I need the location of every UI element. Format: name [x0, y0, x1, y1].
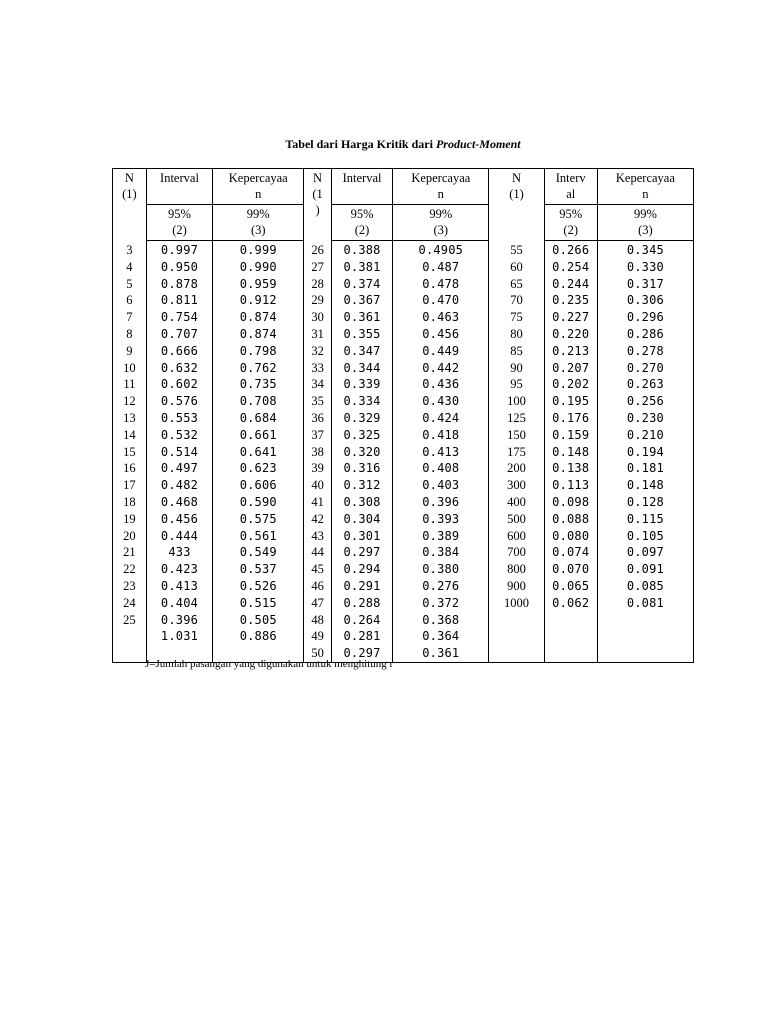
cell-interval-95-1: 0.444: [146, 528, 212, 545]
cell-n-1: 12: [113, 393, 147, 410]
cell-n-3: 65: [489, 276, 544, 293]
cell-kepercayaan-99-3: 0.306: [597, 292, 693, 309]
cell-n-1: 3: [113, 241, 147, 259]
header-interval-3: Interv al: [544, 169, 597, 205]
cell-n-2: 42: [304, 511, 332, 528]
cell-interval-95-3: [544, 628, 597, 645]
cell-n-3: 700: [489, 544, 544, 561]
table-title: [0, 137, 768, 152]
cell-interval-95-3: 0.235: [544, 292, 597, 309]
table-row: [113, 477, 694, 494]
cell-interval-95-2: 0.388: [331, 241, 392, 259]
cell-interval-95-3: 0.098: [544, 494, 597, 511]
table-row: [113, 360, 694, 377]
cell-n-2: 45: [304, 561, 332, 578]
cell-kepercayaan-99-3: 0.330: [597, 259, 693, 276]
table-body: [113, 241, 694, 663]
header-kepercayaan-1: Kepercayaa n: [213, 169, 304, 205]
cell-kepercayaan-99-2: 0.389: [393, 528, 489, 545]
cell-n-3: 150: [489, 427, 544, 444]
cell-n-2: 49: [304, 628, 332, 645]
cell-kepercayaan-99-2: 0.418: [393, 427, 489, 444]
cell-kepercayaan-99-3: 0.148: [597, 477, 693, 494]
cell-n-1: 20: [113, 528, 147, 545]
cell-interval-95-3: 0.176: [544, 410, 597, 427]
cell-n-2: 43: [304, 528, 332, 545]
table-row: [113, 460, 694, 477]
cell-kepercayaan-99-3: 0.256: [597, 393, 693, 410]
table-row: [113, 544, 694, 561]
cell-interval-95-3: 0.254: [544, 259, 597, 276]
cell-kepercayaan-99-1: 0.798: [213, 343, 304, 360]
cell-interval-95-3: 0.113: [544, 477, 597, 494]
header-95-2: 95% (2): [331, 205, 392, 241]
cell-kepercayaan-99-1: 0.549: [213, 544, 304, 561]
cell-kepercayaan-99-2: 0.372: [393, 595, 489, 612]
cell-interval-95-2: 0.288: [331, 595, 392, 612]
cell-kepercayaan-99-2: 0.396: [393, 494, 489, 511]
cell-n-3: 125: [489, 410, 544, 427]
cell-kepercayaan-99-3: 0.194: [597, 444, 693, 461]
cell-n-2: 36: [304, 410, 332, 427]
cell-interval-95-1: 0.396: [146, 612, 212, 629]
cell-interval-95-3: 0.062: [544, 595, 597, 612]
cell-n-1: 23: [113, 578, 147, 595]
table-row: [113, 528, 694, 545]
cell-interval-95-2: 0.281: [331, 628, 392, 645]
cell-interval-95-3: 0.220: [544, 326, 597, 343]
cell-n-2: 50: [304, 645, 332, 662]
cell-interval-95-1: 0.482: [146, 477, 212, 494]
cell-kepercayaan-99-2: 0.393: [393, 511, 489, 528]
cell-kepercayaan-99-3: 0.128: [597, 494, 693, 511]
cell-n-3: 900: [489, 578, 544, 595]
cell-interval-95-3: 0.080: [544, 528, 597, 545]
cell-n-2: 37: [304, 427, 332, 444]
cell-n-3: 80: [489, 326, 544, 343]
cell-kepercayaan-99-2: 0.276: [393, 578, 489, 595]
cell-kepercayaan-99-1: 0.623: [213, 460, 304, 477]
cell-kepercayaan-99-3: 0.230: [597, 410, 693, 427]
table-row: [113, 628, 694, 645]
cell-interval-95-1: 0.404: [146, 595, 212, 612]
cell-n-3: [489, 612, 544, 629]
cell-kepercayaan-99-2: 0.430: [393, 393, 489, 410]
cell-interval-95-1: 0.602: [146, 376, 212, 393]
header-n-1: N (1): [113, 169, 147, 241]
cell-n-1: 7: [113, 309, 147, 326]
cell-n-1: 8: [113, 326, 147, 343]
cell-interval-95-1: 0.707: [146, 326, 212, 343]
cell-kepercayaan-99-3: 0.270: [597, 360, 693, 377]
cell-interval-95-1: 433: [146, 544, 212, 561]
cell-kepercayaan-99-2: 0.380: [393, 561, 489, 578]
cell-n-1: [113, 628, 147, 645]
cell-interval-95-1: 0.532: [146, 427, 212, 444]
cell-n-1: [113, 645, 147, 662]
table-row: [113, 276, 694, 293]
cell-kepercayaan-99-2: 0.487: [393, 259, 489, 276]
table-row: [113, 612, 694, 629]
cell-kepercayaan-99-3: 0.105: [597, 528, 693, 545]
cell-n-3: 300: [489, 477, 544, 494]
cell-n-1: 4: [113, 259, 147, 276]
cell-n-1: 18: [113, 494, 147, 511]
cell-n-2: 33: [304, 360, 332, 377]
cell-interval-95-3: 0.159: [544, 427, 597, 444]
cell-n-3: 800: [489, 561, 544, 578]
table-row: [113, 410, 694, 427]
cell-kepercayaan-99-1: 0.561: [213, 528, 304, 545]
cell-interval-95-2: 0.264: [331, 612, 392, 629]
cell-kepercayaan-99-2: 0.424: [393, 410, 489, 427]
cell-interval-95-1: 0.423: [146, 561, 212, 578]
cell-interval-95-2: 0.344: [331, 360, 392, 377]
cell-interval-95-1: 1.031: [146, 628, 212, 645]
cell-kepercayaan-99-1: 0.537: [213, 561, 304, 578]
cell-kepercayaan-99-3: [597, 645, 693, 662]
table-row: [113, 427, 694, 444]
cell-interval-95-2: 0.355: [331, 326, 392, 343]
cell-n-3: 95: [489, 376, 544, 393]
cell-kepercayaan-99-2: 0.4905: [393, 241, 489, 259]
cell-kepercayaan-99-3: 0.263: [597, 376, 693, 393]
header-95-3: 95% (2): [544, 205, 597, 241]
cell-interval-95-1: 0.878: [146, 276, 212, 293]
cell-interval-95-1: 0.456: [146, 511, 212, 528]
cell-interval-95-3: 0.266: [544, 241, 597, 259]
cell-interval-95-1: 0.576: [146, 393, 212, 410]
header-kepercayaan-3: Kepercayaa n: [597, 169, 693, 205]
cell-interval-95-3: 0.070: [544, 561, 597, 578]
table-row: [113, 511, 694, 528]
header-interval-2: Interval: [331, 169, 392, 205]
cell-interval-95-3: 0.213: [544, 343, 597, 360]
cell-interval-95-2: 0.301: [331, 528, 392, 545]
cell-kepercayaan-99-2: 0.403: [393, 477, 489, 494]
cell-interval-95-2: 0.297: [331, 544, 392, 561]
cell-interval-95-3: [544, 612, 597, 629]
cell-interval-95-3: 0.202: [544, 376, 597, 393]
cell-interval-95-2: 0.381: [331, 259, 392, 276]
cell-n-1: 17: [113, 477, 147, 494]
cell-kepercayaan-99-3: 0.296: [597, 309, 693, 326]
cell-n-1: 11: [113, 376, 147, 393]
cell-n-1: 24: [113, 595, 147, 612]
cell-n-2: 40: [304, 477, 332, 494]
cell-kepercayaan-99-3: 0.345: [597, 241, 693, 259]
cell-interval-95-1: 0.413: [146, 578, 212, 595]
cell-n-1: 21: [113, 544, 147, 561]
cell-kepercayaan-99-1: 0.874: [213, 309, 304, 326]
cell-n-1: 13: [113, 410, 147, 427]
cell-kepercayaan-99-1: 0.590: [213, 494, 304, 511]
cell-n-1: 5: [113, 276, 147, 293]
cell-interval-95-1: 0.468: [146, 494, 212, 511]
cell-kepercayaan-99-2: 0.449: [393, 343, 489, 360]
table-row: [113, 309, 694, 326]
critical-values-table: [112, 168, 694, 663]
cell-kepercayaan-99-2: 0.368: [393, 612, 489, 629]
cell-n-3: 75: [489, 309, 544, 326]
table-row: [113, 393, 694, 410]
cell-kepercayaan-99-1: 0.606: [213, 477, 304, 494]
cell-kepercayaan-99-3: [597, 612, 693, 629]
header-interval-1: Interval: [146, 169, 212, 205]
cell-kepercayaan-99-3: 0.317: [597, 276, 693, 293]
cell-kepercayaan-99-3: 0.097: [597, 544, 693, 561]
cell-interval-95-2: 0.329: [331, 410, 392, 427]
cell-kepercayaan-99-3: 0.286: [597, 326, 693, 343]
cell-kepercayaan-99-1: 0.708: [213, 393, 304, 410]
cell-kepercayaan-99-3: [597, 628, 693, 645]
cell-n-2: 39: [304, 460, 332, 477]
cell-interval-95-3: 0.207: [544, 360, 597, 377]
cell-interval-95-1: 0.497: [146, 460, 212, 477]
cell-kepercayaan-99-3: 0.181: [597, 460, 693, 477]
header-n-3: N (1): [489, 169, 544, 241]
table-row: [113, 326, 694, 343]
table-row: [113, 376, 694, 393]
header-kepercayaan-2: Kepercayaa n: [393, 169, 489, 205]
cell-interval-95-2: 0.316: [331, 460, 392, 477]
cell-interval-95-2: 0.334: [331, 393, 392, 410]
cell-n-3: 90: [489, 360, 544, 377]
cell-interval-95-2: 0.367: [331, 292, 392, 309]
cell-interval-95-2: 0.339: [331, 376, 392, 393]
header-95-1: 95% (2): [146, 205, 212, 241]
cell-n-3: [489, 628, 544, 645]
cell-n-3: 100: [489, 393, 544, 410]
cell-kepercayaan-99-2: 0.413: [393, 444, 489, 461]
cell-n-1: 16: [113, 460, 147, 477]
cell-interval-95-2: 0.297: [331, 645, 392, 662]
table-row: [113, 343, 694, 360]
cell-interval-95-2: 0.325: [331, 427, 392, 444]
cell-n-2: 47: [304, 595, 332, 612]
header-row-1: [113, 169, 694, 205]
cell-n-3: 85: [489, 343, 544, 360]
table-row: [113, 241, 694, 259]
table-row: [113, 494, 694, 511]
cell-interval-95-1: 0.632: [146, 360, 212, 377]
cell-n-2: 30: [304, 309, 332, 326]
title-italic-text: Product-Moment: [435, 137, 521, 151]
cell-interval-95-1: 0.811: [146, 292, 212, 309]
table-row: [113, 595, 694, 612]
header-99-1: 99% (3): [213, 205, 304, 241]
cell-interval-95-2: 0.312: [331, 477, 392, 494]
cell-interval-95-2: 0.374: [331, 276, 392, 293]
cell-n-2: 41: [304, 494, 332, 511]
header-99-3: 99% (3): [597, 205, 693, 241]
cell-n-1: 14: [113, 427, 147, 444]
cell-kepercayaan-99-3: 0.210: [597, 427, 693, 444]
cell-interval-95-2: 0.361: [331, 309, 392, 326]
cell-n-2: 26: [304, 241, 332, 259]
cell-interval-95-3: 0.227: [544, 309, 597, 326]
header-99-2: 99% (3): [393, 205, 489, 241]
cell-kepercayaan-99-2: 0.442: [393, 360, 489, 377]
cell-kepercayaan-99-1: 0.641: [213, 444, 304, 461]
cell-kepercayaan-99-2: 0.384: [393, 544, 489, 561]
cell-n-1: 15: [113, 444, 147, 461]
header-row-2: [113, 205, 694, 241]
cell-n-3: 1000: [489, 595, 544, 612]
cell-kepercayaan-99-1: 0.990: [213, 259, 304, 276]
cell-n-3: 500: [489, 511, 544, 528]
cell-n-2: 27: [304, 259, 332, 276]
cell-kepercayaan-99-1: 0.505: [213, 612, 304, 629]
cell-n-3: [489, 645, 544, 662]
footnote: J=Jumlah pasangan yang digunakan untuk menghitung r: [145, 658, 394, 670]
header-n-2: N (1 ): [304, 169, 332, 241]
cell-kepercayaan-99-3: 0.081: [597, 595, 693, 612]
cell-kepercayaan-99-1: 0.999: [213, 241, 304, 259]
cell-interval-95-3: 0.065: [544, 578, 597, 595]
table-header: [113, 169, 694, 241]
cell-kepercayaan-99-1: 0.526: [213, 578, 304, 595]
cell-n-3: 175: [489, 444, 544, 461]
cell-n-3: 600: [489, 528, 544, 545]
cell-interval-95-2: 0.294: [331, 561, 392, 578]
cell-kepercayaan-99-3: 0.115: [597, 511, 693, 528]
table-row: [113, 561, 694, 578]
cell-n-2: 46: [304, 578, 332, 595]
cell-interval-95-1: 0.950: [146, 259, 212, 276]
cell-n-3: 60: [489, 259, 544, 276]
cell-n-2: 32: [304, 343, 332, 360]
cell-kepercayaan-99-2: 0.408: [393, 460, 489, 477]
cell-interval-95-1: 0.997: [146, 241, 212, 259]
cell-interval-95-1: 0.754: [146, 309, 212, 326]
cell-kepercayaan-99-1: 0.912: [213, 292, 304, 309]
cell-interval-95-2: 0.291: [331, 578, 392, 595]
cell-n-1: 10: [113, 360, 147, 377]
cell-kepercayaan-99-1: 0.874: [213, 326, 304, 343]
cell-interval-95-1: 0.553: [146, 410, 212, 427]
cell-kepercayaan-99-2: 0.470: [393, 292, 489, 309]
cell-kepercayaan-99-1: 0.762: [213, 360, 304, 377]
cell-kepercayaan-99-1: 0.684: [213, 410, 304, 427]
cell-interval-95-1: 0.666: [146, 343, 212, 360]
cell-n-2: 34: [304, 376, 332, 393]
cell-kepercayaan-99-2: 0.478: [393, 276, 489, 293]
cell-interval-95-2: 0.347: [331, 343, 392, 360]
cell-kepercayaan-99-1: 0.959: [213, 276, 304, 293]
cell-kepercayaan-99-3: 0.091: [597, 561, 693, 578]
cell-n-1: 19: [113, 511, 147, 528]
cell-interval-95-2: 0.304: [331, 511, 392, 528]
cell-n-3: 70: [489, 292, 544, 309]
cell-interval-95-3: 0.195: [544, 393, 597, 410]
table-row: [113, 444, 694, 461]
cell-n-3: 55: [489, 241, 544, 259]
cell-kepercayaan-99-3: 0.278: [597, 343, 693, 360]
cell-interval-95-3: 0.074: [544, 544, 597, 561]
table-row: [113, 292, 694, 309]
cell-n-1: 6: [113, 292, 147, 309]
cell-kepercayaan-99-2: 0.436: [393, 376, 489, 393]
cell-kepercayaan-99-2: 0.361: [393, 645, 489, 662]
cell-n-3: 400: [489, 494, 544, 511]
cell-kepercayaan-99-1: 0.515: [213, 595, 304, 612]
cell-kepercayaan-99-2: 0.364: [393, 628, 489, 645]
cell-kepercayaan-99-2: 0.456: [393, 326, 489, 343]
cell-n-1: 22: [113, 561, 147, 578]
cell-n-1: 9: [113, 343, 147, 360]
cell-kepercayaan-99-1: 0.661: [213, 427, 304, 444]
cell-n-2: 38: [304, 444, 332, 461]
cell-n-2: 28: [304, 276, 332, 293]
cell-interval-95-3: 0.088: [544, 511, 597, 528]
cell-interval-95-3: 0.244: [544, 276, 597, 293]
cell-n-2: 35: [304, 393, 332, 410]
cell-interval-95-1: 0.514: [146, 444, 212, 461]
cell-kepercayaan-99-3: 0.085: [597, 578, 693, 595]
cell-n-2: 29: [304, 292, 332, 309]
cell-kepercayaan-99-1: 0.886: [213, 628, 304, 645]
title-text: Tabel dari Harga Kritik dari: [285, 137, 436, 151]
cell-n-3: 200: [489, 460, 544, 477]
cell-n-1: 25: [113, 612, 147, 629]
cell-kepercayaan-99-2: 0.463: [393, 309, 489, 326]
cell-kepercayaan-99-1: 0.575: [213, 511, 304, 528]
cell-interval-95-3: 0.148: [544, 444, 597, 461]
cell-interval-95-2: 0.308: [331, 494, 392, 511]
cell-kepercayaan-99-1: 0.735: [213, 376, 304, 393]
cell-interval-95-3: [544, 645, 597, 662]
cell-n-2: 31: [304, 326, 332, 343]
table-row: [113, 578, 694, 595]
cell-interval-95-3: 0.138: [544, 460, 597, 477]
table-row: [113, 259, 694, 276]
cell-n-2: 44: [304, 544, 332, 561]
cell-interval-95-2: 0.320: [331, 444, 392, 461]
cell-n-2: 48: [304, 612, 332, 629]
